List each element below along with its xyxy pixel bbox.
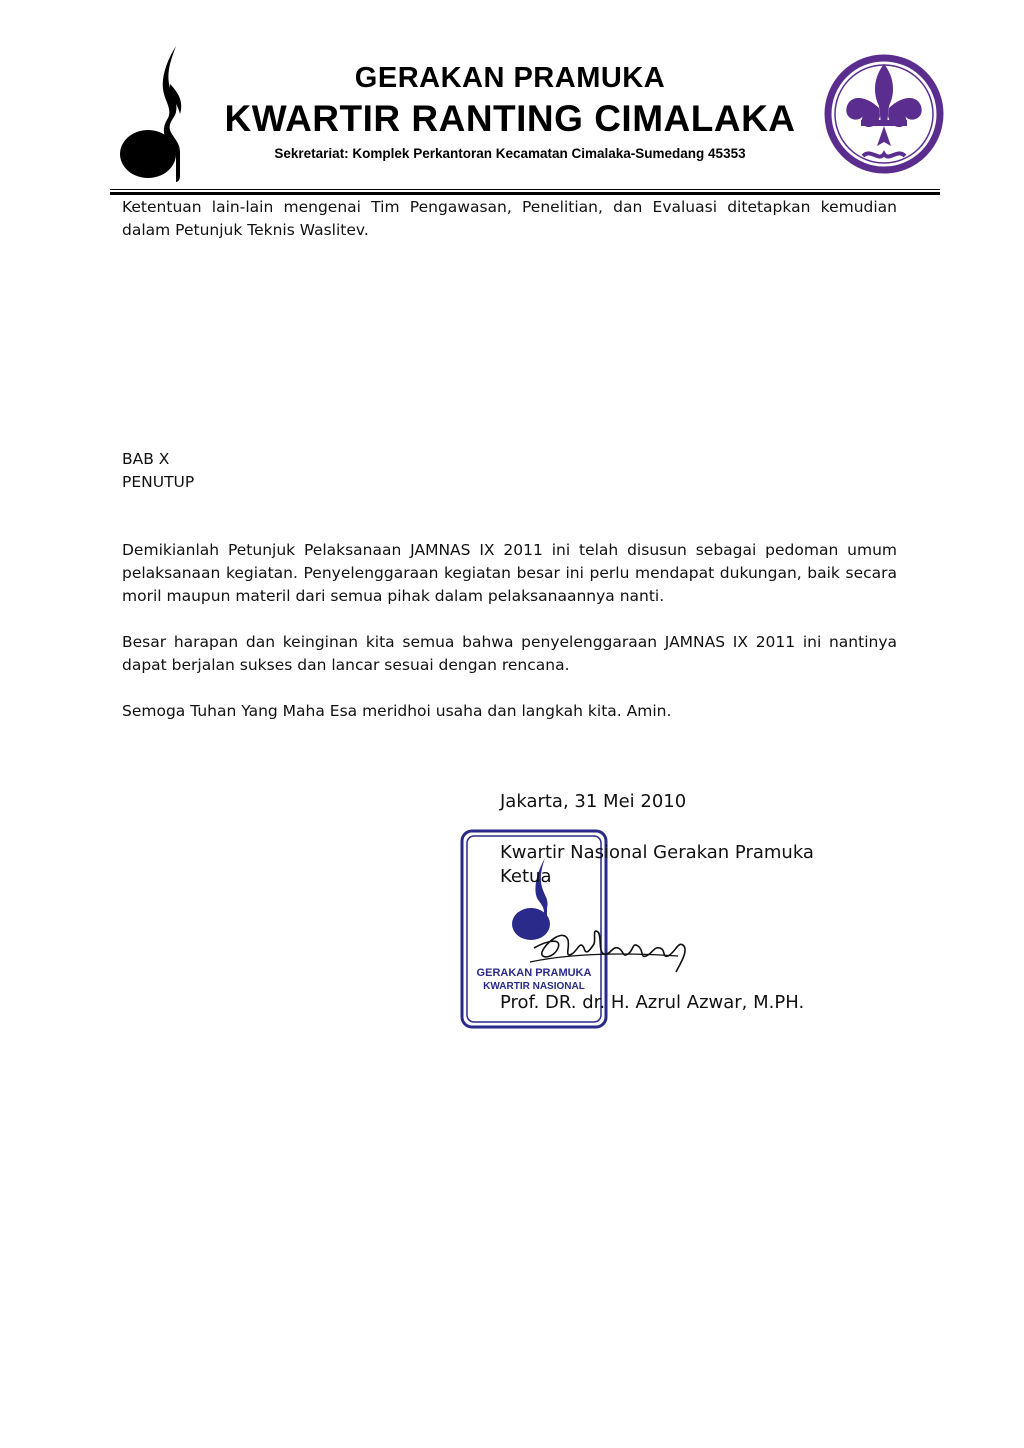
chapter-number: BAB X [122, 450, 170, 468]
stamp-line-1: GERAKAN PRAMUKA [476, 967, 592, 979]
stamp-line-2: KWARTIR NASIONAL [483, 981, 585, 992]
letterhead-address-line: Sekretariat: Komplek Perkantoran Kecamatan Cimalaka-Sumedang 45353 [274, 146, 746, 161]
paragraph-waslitev: Ketentuan lain-lain mengenai Tim Pengawasan, Penelitian, dan Evaluasi ditetapkan kemudian dalam Petunjuk Teknis Waslitev. [122, 198, 897, 239]
chapter-title: PENUTUP [122, 473, 195, 491]
handwritten-signature [528, 918, 698, 978]
signature-place-date: Jakarta, 31 Mei 2010 [500, 791, 687, 812]
signature-role: Ketua [500, 866, 552, 887]
signature-organization: Kwartir Nasional Gerakan Pramuka [500, 842, 814, 863]
letterhead-org-line: GERAKAN PRAMUKA [354, 62, 666, 94]
signatory-name: Prof. DR. dr. H. Azrul Azwar, M.PH. [500, 992, 805, 1013]
letterhead-divider-thick [110, 192, 940, 195]
paragraph-prayer: Semoga Tuhan Yang Maha Esa meridhoi usaha dan langkah kita. Amin. [122, 702, 672, 720]
tunas-kelapa-icon [118, 44, 202, 184]
paragraph-hope: Besar harapan dan keinginan kita semua bahwa penyelenggaraan JAMNAS IX 2011 ini nantinya dapat berjalan sukses dan lancar sesuai dengan rencana. [122, 633, 897, 674]
letterhead-divider-thin [110, 189, 940, 190]
scout-fleur-de-lis-icon [823, 50, 945, 182]
paragraph-closing: Demikianlah Petunjuk Pelaksanaan JAMNAS IX 2011 ini telah disusun sebagai pedoman umum pelaksanaan kegiatan. Penyelenggaraan kegiatan besar ini perlu mendapat dukungan, baik secara moril maupun materil dari semua pihak dalam pelaksanaannya nanti. [122, 541, 897, 605]
letterhead-branch-line: KWARTIR RANTING CIMALAKA [224, 98, 796, 139]
